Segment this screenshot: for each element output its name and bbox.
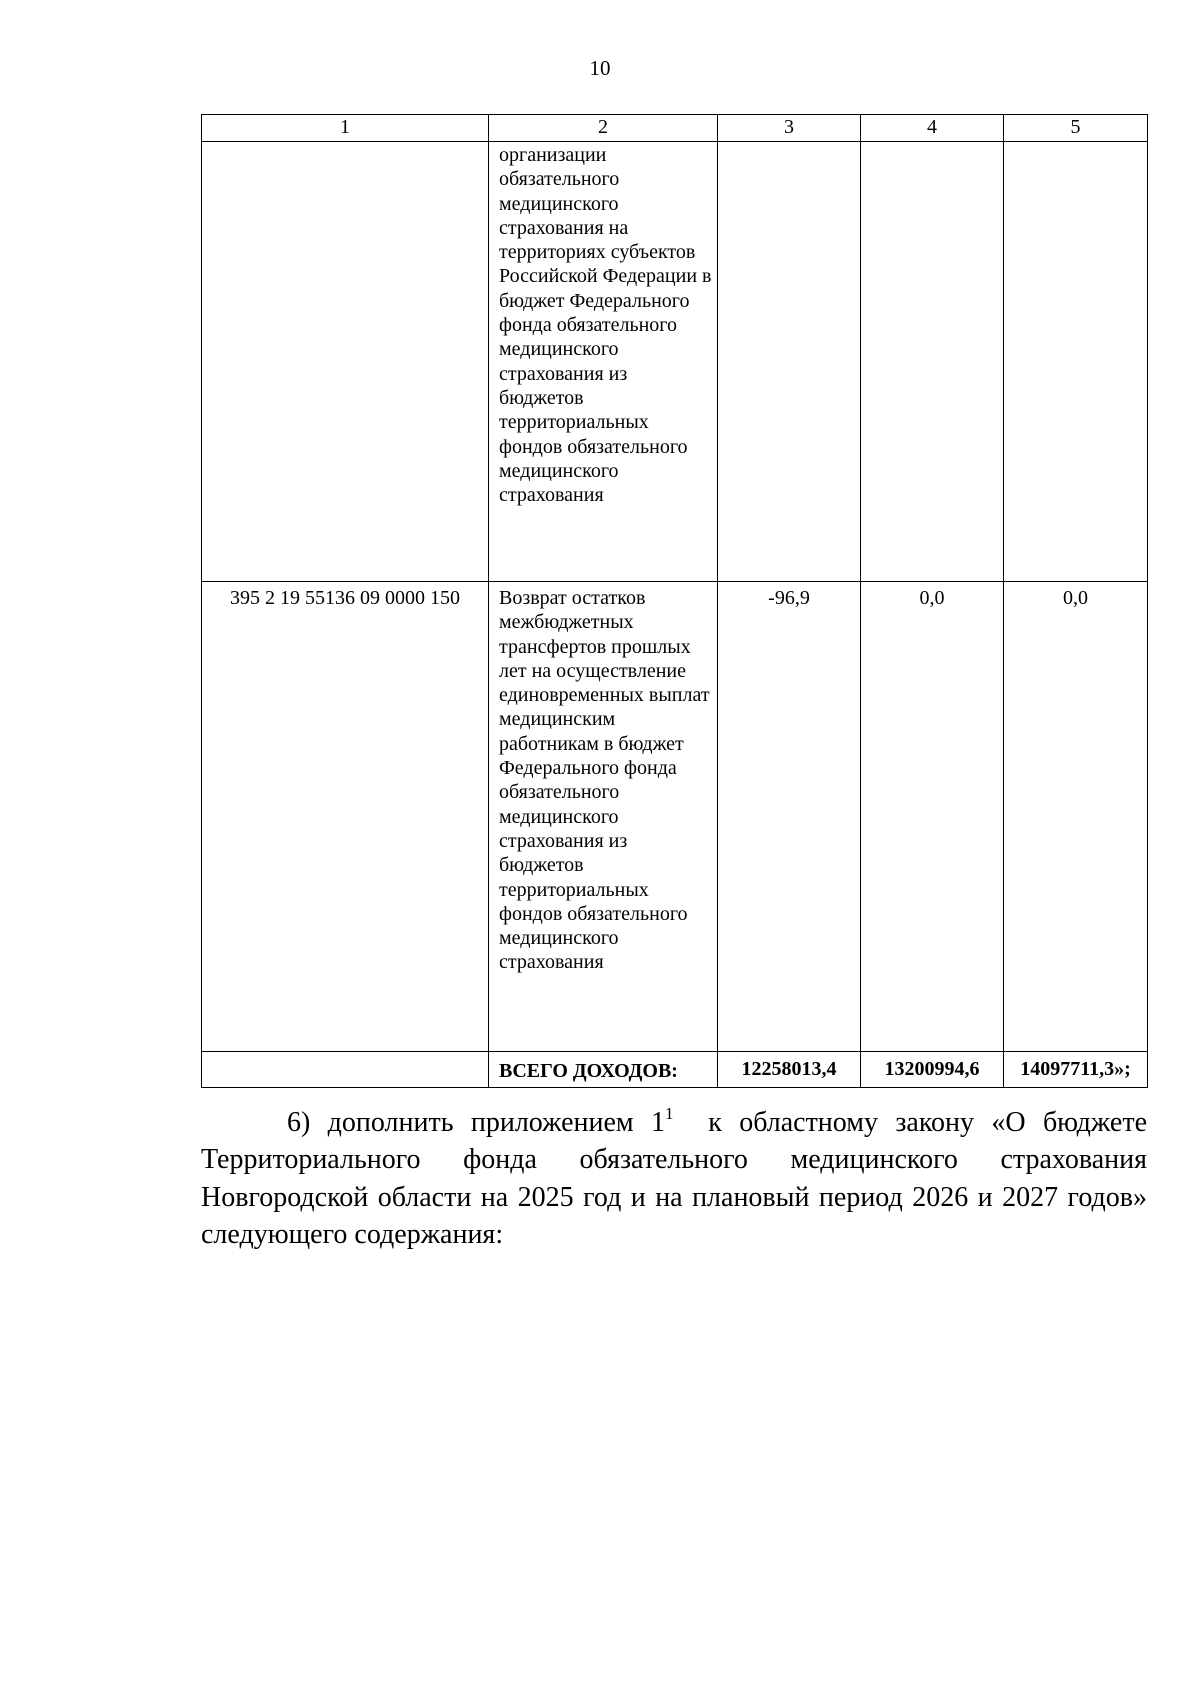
- value-2027-cell: [1004, 142, 1148, 582]
- value-2025-cell: -96,9: [718, 582, 861, 1052]
- table-row: [202, 582, 1148, 1052]
- page-number: 10: [589, 56, 611, 80]
- column-header-1: 1: [202, 115, 489, 142]
- total-2026: 13200994,6: [861, 1052, 1004, 1088]
- total-label: ВСЕГО ДОХОДОВ:: [489, 1052, 718, 1088]
- amendment-paragraph: [201, 1103, 1154, 1254]
- total-2027: 14097711,3»;: [1004, 1052, 1148, 1088]
- table-header-row: [202, 115, 1148, 142]
- budget-code-cell: [202, 142, 489, 582]
- total-2025: 12258013,4: [718, 1052, 861, 1088]
- value-2025-cell: [718, 142, 861, 582]
- revenue-name-cell: Возврат остатков межбюджетных трансфертов прошлых лет на осуществление единовременных выплат медицинским работникам в бюджет Федерального фонда обязательного медицинского страхования из бюджетов территориальных фондов обязательного медицинского страхования: [489, 582, 718, 1052]
- value-2027-cell: 0,0: [1004, 582, 1148, 1052]
- revenue-name-cell: организации обязательного медицинского страхования на территориях субъектов Российской Федерации в бюджет Федерального фонда обязательного медицинского страхования из бюджетов территориальных фондов обязательного медицинского страхования: [489, 142, 718, 582]
- revenue-table: [201, 114, 1148, 1088]
- column-header-2: 2: [489, 115, 718, 142]
- superscript-index: 1: [665, 1103, 674, 1123]
- column-header-4: 4: [861, 115, 1004, 142]
- column-header-5: 5: [1004, 115, 1148, 142]
- paragraph-lead-text: 6) дополнить приложением 1: [287, 1107, 665, 1138]
- value-2026-cell: 0,0: [861, 582, 1004, 1052]
- total-row: [202, 1052, 1148, 1088]
- column-header-3: 3: [718, 115, 861, 142]
- value-2026-cell: [861, 142, 1004, 582]
- table-row: [202, 142, 1148, 582]
- paragraph-body-text: к областному закону «О бюджете Территориального фонда обязательного медицинского страхования Новгородской области на 2025 год и на плановый период 2026 и 2027 годов» следующего содержания:: [201, 1107, 1154, 1251]
- total-empty-cell: [202, 1052, 489, 1088]
- budget-code-cell: 395 2 19 55136 09 0000 150: [202, 582, 489, 1052]
